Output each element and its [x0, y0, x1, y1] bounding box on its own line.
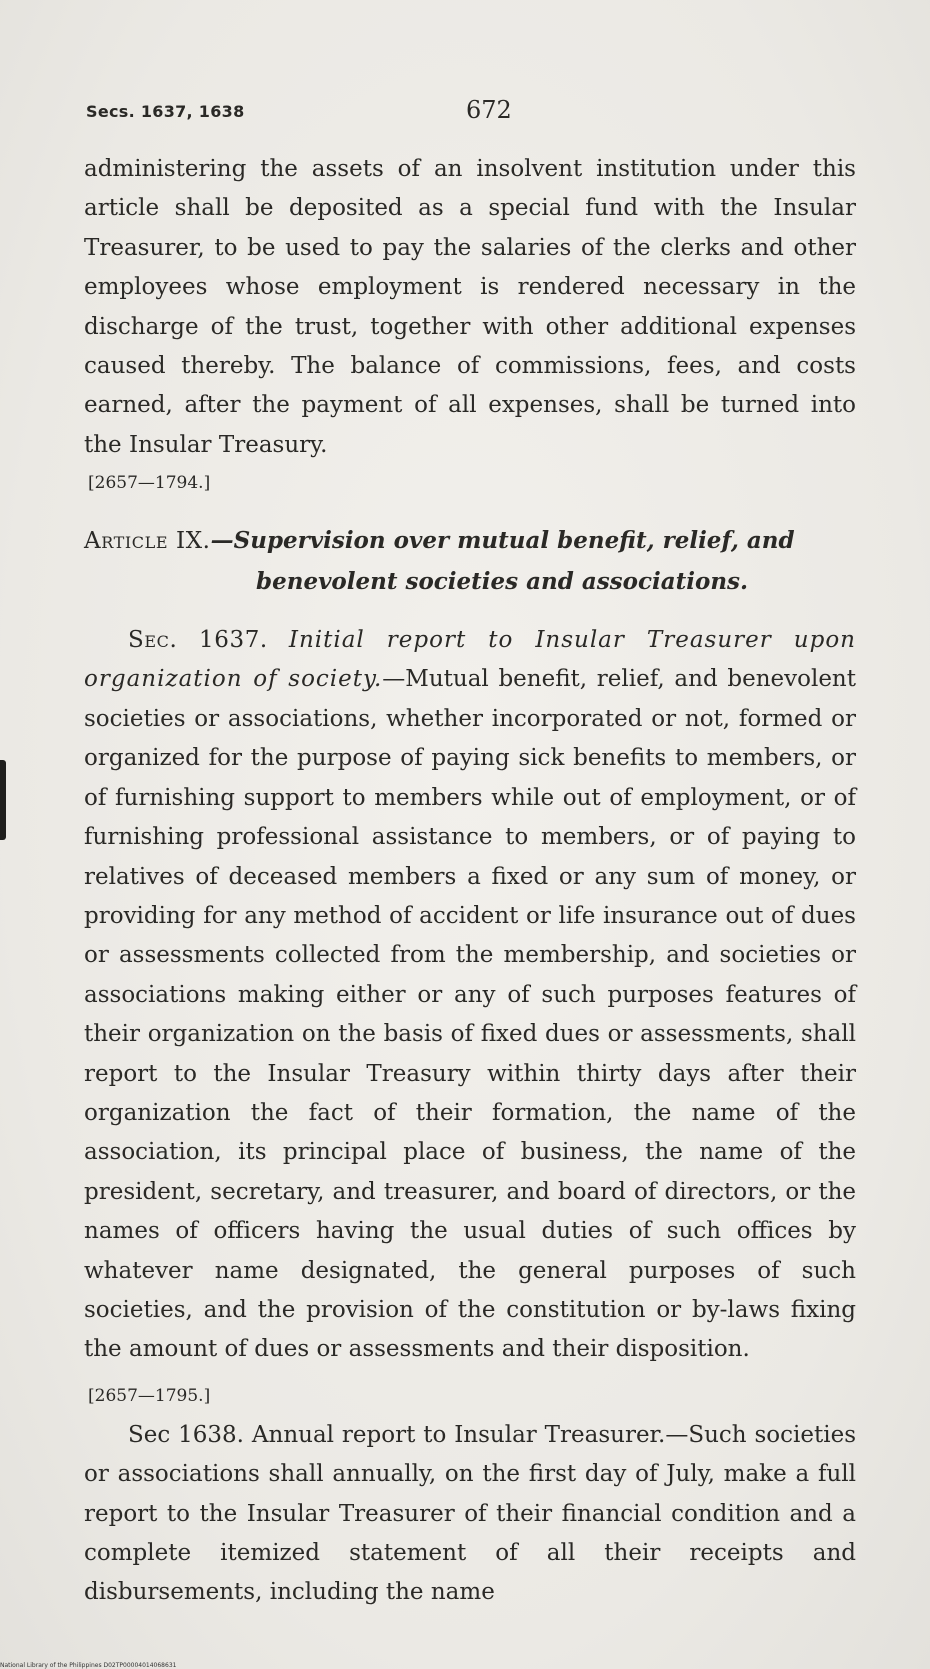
section-1637: [84, 621, 856, 1370]
section-1638-text: —Such societies or associations shall annually, on the first day of July, make a full report to the Insular Treasurer of their financial condition and a complete itemized statement of all their receipts and disbursements, including the name: [84, 1421, 857, 1606]
citation-1795: [2657—1795.]: [88, 1385, 211, 1406]
section-range-header: Secs. 1637, 1638: [86, 102, 245, 121]
continuation-paragraph: administering the assets of an insolvent institution under this article shall be deposited as a special fund with the Insular Treasurer, to be used to pay the salaries of the clerks and other employees whose employment is rendered necessary in the discharge of the trust, together with other additional expenses caused thereby. The balance of commissions, fees, and costs earned, after the payment of all expenses, shall be turned into the Insular Treasury.: [84, 156, 856, 458]
article-heading: [84, 521, 856, 601]
running-head: [86, 96, 866, 126]
article-label: Article IX.: [84, 528, 211, 555]
section-1638-label: Sec 1638.: [128, 1421, 244, 1448]
scan-footer: National Library of the Philippines D02TP00004014068631: [0, 1662, 177, 1669]
section-1637-label: Sec. 1637.: [128, 627, 268, 654]
citation-1794: [2657—1794.]: [88, 473, 211, 494]
section-1638-caption: Annual report to Insular Treasurer.: [251, 1421, 666, 1448]
section-1637-text: —Mutual benefit, relief, and benevolent societies or associations, whether incorporated or not, formed or organized for the purpose of paying sick benefits to members, or of furnishing support to members while out of employment, or of furnishing professional assistance to members, or of paying to relatives of deceased members a fixed or any sum of money, or providing for any method of accident or life insurance out of dues or assessments collected from the membership, and societies or associations making either or any of such purposes features of their organization on the basis of fixed dues or assessments, shall report to the Insular Treasury within thirty days after their organization the fact of their formation, the name of the association, its principal place of business, the name of the president, secretary, and treasurer, and board of directors, or the names of officers having the usual duties of such offices by whatever name designated, the general purposes of such societies, and the provision of the constitution or by-laws fixing the amount of dues or assessments and their disposition.: [84, 666, 856, 1363]
article-title-line1: —Supervision over mutual benefit, relief, and: [210, 527, 795, 555]
scan-margin-mark: [0, 760, 6, 840]
page-number: 672: [466, 96, 512, 124]
section-1637-caption: Initial report to Insular Treasurer upon organization of society.: [84, 627, 856, 693]
section-1638: [84, 1416, 856, 1613]
body-text: [84, 150, 856, 1613]
article-title-line2: benevolent societies and associations.: [256, 567, 748, 595]
